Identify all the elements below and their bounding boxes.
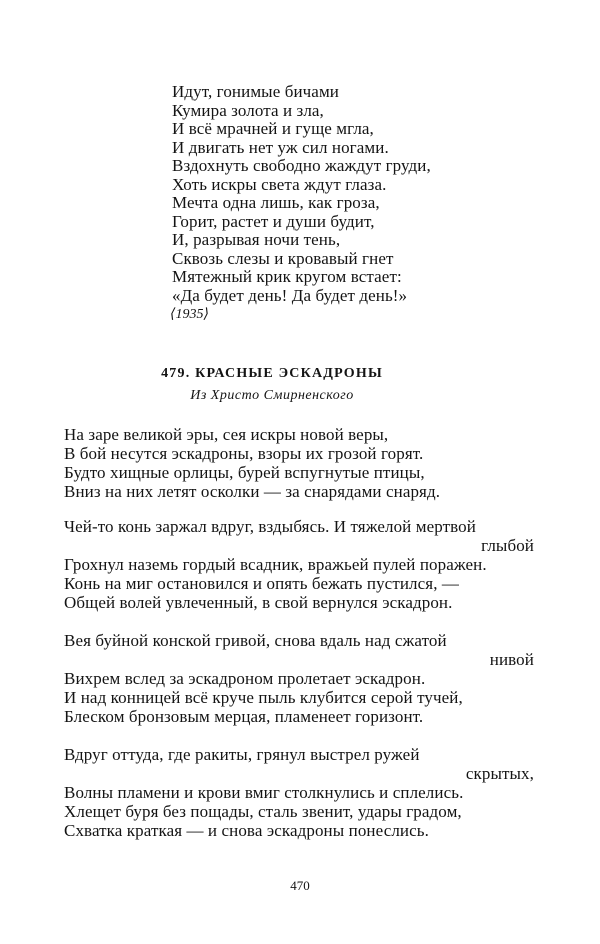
verse-line: Вниз на них летят осколки — за снарядами снаряд. <box>64 482 441 501</box>
poem-title: 479. КРАСНЫЕ ЭСКАДРОНЫ <box>161 366 383 381</box>
verse-line: И над конницей всё круче пыль клубится серой тучей, <box>64 688 463 707</box>
verse-line: На заре великой эры, сея искры новой веры, <box>64 425 389 444</box>
verse-line-continuation: глыбой <box>481 536 534 555</box>
stanza-1 <box>64 425 534 501</box>
stanza-4 <box>64 745 534 840</box>
verse-line: Чей-то конь заржал вдруг, вздыбясь. И тяжелой мертвой <box>64 517 476 536</box>
verse-line-continuation: скрытых, <box>465 764 534 783</box>
stanza-3 <box>64 631 534 726</box>
verse-line: Сквозь слезы и кровавый гнет <box>172 248 394 268</box>
page-number: 470 <box>290 878 310 893</box>
previous-poem-ending <box>172 83 431 305</box>
verse-line: Вдруг оттуда, где ракиты, грянул выстрел ружей <box>64 745 420 764</box>
verse-line: «Да будет день! Да будет день!» <box>172 285 408 305</box>
verse-line: Конь на миг остановился и опять бежать пустился, — <box>64 574 460 593</box>
verse-line: Вздохнуть свободно жаждут груди, <box>172 156 431 175</box>
poem-subtitle: Из Христо Смирненского <box>190 388 354 403</box>
verse-line: Вихрем вслед за эскадроном пролетает эскадрон. <box>64 669 426 688</box>
verse-line: Вея буйной конской гривой, снова вдаль над сжатой <box>64 631 447 650</box>
verse-line: Грохнул наземь гордый всадник, вражьей пулей поражен. <box>64 555 487 574</box>
verse-line-continuation: нивой <box>489 650 534 669</box>
verse-line: И двигать нет уж сил ногами. <box>172 137 389 157</box>
verse-line: Идут, гонимые бичами <box>172 82 339 101</box>
verse-line: В бой несутся эскадроны, взоры их грозой горят. <box>64 444 424 463</box>
verse-line: И всё мрачней и гуще мгла, <box>172 119 374 138</box>
poem-date: ⟨1935⟩ <box>170 307 209 322</box>
verse-line: Блеском бронзовым мерцая, пламенеет горизонт. <box>64 707 424 726</box>
verse-line: Мечта одна лишь, как гроза, <box>172 193 380 212</box>
verse-line: Горит, растет и души будит, <box>172 211 375 231</box>
verse-line: И, разрывая ночи тень, <box>172 230 341 249</box>
verse-line: Общей волей увлеченный, в свой вернулся эскадрон. <box>64 593 453 612</box>
verse-line: Волны пламени и крови вмиг столкнулись и сплелись. <box>64 783 464 802</box>
verse-line: Кумира золота и зла, <box>172 100 324 120</box>
verse-line: Мятежный крик кругом встает: <box>172 267 402 286</box>
verse-line: Будто хищные орлицы, бурей вспугнутые птицы, <box>64 463 425 482</box>
verse-line: Хоть искры света ждут глаза. <box>172 174 387 194</box>
verse-line: Хлещет буря без пощады, сталь звенит, удары градом, <box>64 802 462 821</box>
stanza-2 <box>64 517 534 612</box>
verse-line: Схватка краткая — и снова эскадроны понеслись. <box>64 821 429 840</box>
